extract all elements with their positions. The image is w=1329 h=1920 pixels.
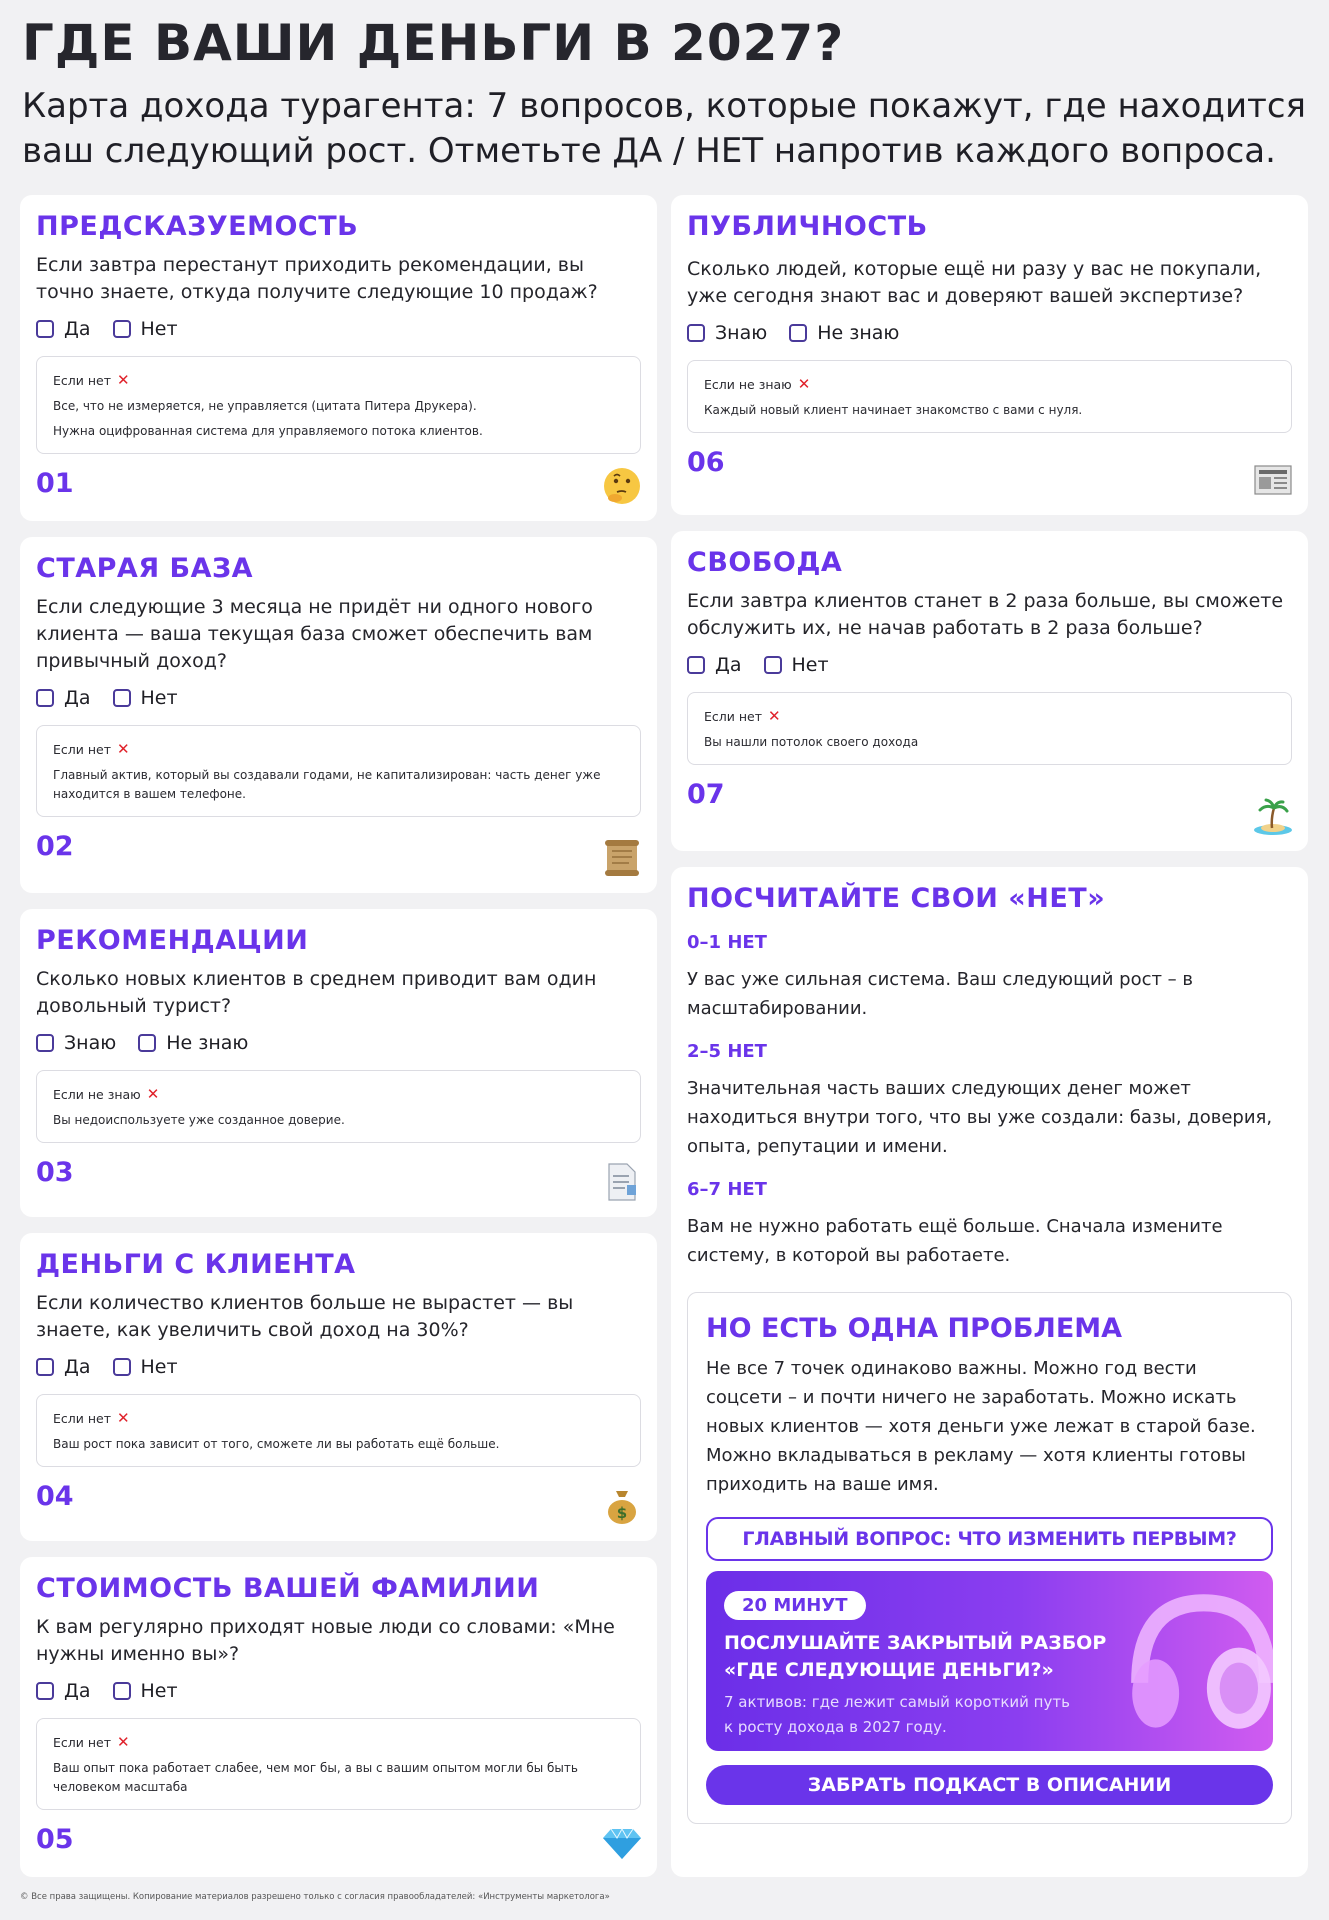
option-label: Нет [791,654,829,676]
checkbox[interactable] [789,324,807,342]
checkbox[interactable] [113,1358,131,1376]
card-title: РЕКОМЕНДАЦИИ [36,925,309,956]
answer-option-1[interactable] [687,654,742,676]
answer-option-2[interactable] [138,1032,248,1054]
checkbox[interactable] [113,1682,131,1700]
note-title: Если нет [53,1411,112,1426]
range-label: 6–7 НЕТ [687,1179,767,1200]
checkbox[interactable] [764,656,782,674]
option-label: Нет [140,1356,178,1378]
card-question: Если завтра перестанут приходить рекомендации, вы точно знаете, откуда получите следующие 10 продаж? [36,254,598,303]
answer-options [36,1356,641,1378]
option-label: Не знаю [817,322,900,344]
card-question: Сколько людей, которые ещё ни разу у вас не покупали, уже сегодня знают вас и доверяют вашей экспертизе? [687,258,1262,307]
card-number: 05 [36,1824,74,1855]
answer-note [687,692,1292,765]
answer-option-1[interactable] [36,1032,116,1054]
checkbox[interactable] [113,689,131,707]
money-bag-icon [601,1485,643,1527]
checkbox[interactable] [113,320,131,338]
note-title: Если нет [53,373,112,388]
cross-icon: ✕ [117,1733,130,1751]
card-number: 07 [687,779,725,810]
page-title: ГДЕ ВАШИ ДЕНЬГИ В 2027? [22,14,845,72]
scroll-icon [601,837,643,879]
note-text: Вы недоиспользуете уже созданное доверие. [53,1113,345,1127]
answer-option-1[interactable] [36,318,91,340]
right-column [671,195,1308,1893]
card-number: 02 [36,831,74,862]
card-title: ДЕНЬГИ С КЛИЕНТА [36,1249,356,1280]
copyright-footer: © Все права защищены. Копирование материалов разрешено только с согласия правообладателей: «Инструменты маркетолога» [20,1892,610,1902]
option-label: Знаю [64,1032,117,1054]
summary-card [671,867,1308,1877]
cross-icon: ✕ [146,1085,160,1103]
question-card [20,195,657,521]
answer-options [36,687,641,709]
cross-icon: ✕ [117,740,130,758]
range-text: Значительная часть ваших следующих денег может находиться внутри того, что вы уже создали: базы, доверия, опыта, репутации и имени. [687,1078,1273,1157]
option-label: Нет [140,1680,178,1702]
answer-option-2[interactable] [113,687,178,709]
option-label: Да [64,318,91,340]
note-text: Каждый новый клиент начинает знакомство с вами с нуля. [704,403,1083,417]
option-label: Знаю [715,322,768,344]
card-title: ПУБЛИЧНОСТЬ [687,211,928,242]
promo-heading-line: «ГДЕ СЛЕДУЮЩИЕ ДЕНЬГИ?» [724,1659,1054,1681]
answer-options [36,1032,641,1054]
answer-option-1[interactable] [36,1680,91,1702]
note-title: Если не знаю [704,377,792,392]
answer-option-2[interactable] [764,654,829,676]
promo-subtext-line: 7 активов: где лежит самый короткий путь [724,1693,1070,1711]
answer-note [36,725,641,817]
card-question: Сколько новых клиентов в среднем приводит вам один довольный турист? [36,968,597,1017]
promo-heading [724,1630,1255,1684]
card-number: 06 [687,447,725,478]
answer-options [687,322,1292,344]
option-label: Не знаю [166,1032,249,1054]
promo-subtext-line: к росту дохода в 2027 году. [724,1718,947,1736]
question-card [20,909,657,1217]
answer-option-1[interactable] [687,322,767,344]
checkbox[interactable] [36,1034,54,1052]
question-card [20,1557,657,1877]
option-label: Нет [140,687,178,709]
podcast-banner[interactable] [706,1571,1273,1751]
cross-icon: ✕ [797,375,811,393]
checkbox[interactable] [36,1358,54,1376]
answer-option-2[interactable] [789,322,899,344]
answer-options [36,1680,641,1702]
checkbox[interactable] [36,320,54,338]
option-label: Да [64,687,91,709]
gem-icon [601,1821,643,1863]
cross-icon: ✕ [117,1409,130,1427]
note-text: Главный актив, который вы создавали годами, не капитализирован: часть денег уже находится в вашем телефоне. [53,768,601,801]
left-column [20,195,657,1893]
checkbox[interactable] [687,656,705,674]
problem-box [687,1292,1292,1824]
note-text: Все, что не измеряется, не управляется (цитата Питера Друкера). [53,399,477,413]
question-card [20,1233,657,1541]
card-title: СТОИМОСТЬ ВАШЕЙ ФАМИЛИИ [36,1573,540,1604]
answer-note [36,1394,641,1467]
question-card [671,195,1308,515]
range-label: 0–1 НЕТ [687,932,767,953]
note-title: Если нет [53,742,112,757]
cross-icon: ✕ [117,371,130,389]
note-title: Если нет [704,709,763,724]
card-title: СВОБОДА [687,547,843,578]
option-label: Да [64,1680,91,1702]
problem-title: НО ЕСТЬ ОДНА ПРОБЛЕМА [706,1313,1123,1344]
get-podcast-button[interactable]: ЗАБРАТЬ ПОДКАСТ В ОПИСАНИИ [706,1765,1273,1805]
note-text: Вы нашли потолок своего дохода [704,735,919,749]
checkbox[interactable] [138,1034,156,1052]
summary-title: ПОСЧИТАЙТЕ СВОИ «НЕТ» [687,883,1106,914]
option-label: Да [64,1356,91,1378]
note-text: Нужна оцифрованная система для управляемого потока клиентов. [53,424,483,438]
card-question: Если следующие 3 месяца не придёт ни одного нового клиента — ваша текущая база сможет обеспечить вам привычный доход? [36,596,593,672]
range-text: У вас уже сильная система. Ваш следующий рост – в масштабировании. [687,969,1194,1019]
thinking-face-icon [601,465,643,507]
island-icon [1252,795,1294,837]
card-question: К вам регулярно приходят новые люди со словами: «Мне нужны именно вы»? [36,1616,615,1665]
note-text: Ваш опыт пока работает слабее, чем мог бы, а вы с вашим опытом могли бы быть человеком масштаба [53,1761,578,1794]
checkbox[interactable] [687,324,705,342]
note-title: Если нет [53,1735,112,1750]
option-label: Да [715,654,742,676]
answer-option-2[interactable] [113,1356,178,1378]
question-card [671,531,1308,851]
checkbox[interactable] [36,689,54,707]
card-question: Если количество клиентов больше не вырастет — вы знаете, как увеличить свой доход на 30%? [36,1292,574,1341]
answer-option-1[interactable] [36,687,91,709]
document-icon [601,1161,643,1203]
answer-note [36,1070,641,1143]
card-number: 04 [36,1481,74,1512]
answer-note [36,1718,641,1810]
main-question-button[interactable]: ГЛАВНЫЙ ВОПРОС: ЧТО ИЗМЕНИТЬ ПЕРВЫМ? [706,1517,1273,1561]
answer-options [687,654,1292,676]
problem-text: Не все 7 точек одинаково важны. Можно год вести соцсети – и почти ничего не заработать. Можно искать новых клиентов — хотя деньги уже лежат в старой базе. Можно вкладываться в рекламу — хотя клиенты готовы приходить на ваше имя. [706,1358,1256,1495]
duration-badge: 20 МИНУТ [724,1591,866,1620]
promo-subtext [724,1690,1255,1740]
checkbox[interactable] [36,1682,54,1700]
page-subtitle: Карта дохода турагента: 7 вопросов, которые покажут, где находится ваш следующий рост. Отметьте ДА / НЕТ напротив каждого вопроса. [22,86,1306,171]
card-title: СТАРАЯ БАЗА [36,553,254,584]
note-title: Если не знаю [53,1087,141,1102]
answer-option-2[interactable] [113,1680,178,1702]
card-title: ПРЕДСКАЗУЕМОСТЬ [36,211,359,242]
svg-text:$: $ [616,1504,628,1522]
question-card [20,537,657,893]
range-label: 2–5 НЕТ [687,1041,767,1062]
newspaper-icon [1252,459,1294,501]
answer-note [687,360,1292,433]
note-text: Ваш рост пока зависит от того, сможете ли вы работать ещё больше. [53,1437,500,1451]
range-text: Вам не нужно работать ещё больше. Сначала измените систему, в которой вы работаете. [687,1216,1223,1266]
card-number: 01 [36,468,74,499]
answer-options [36,318,641,340]
option-label: Нет [140,318,178,340]
answer-option-2[interactable] [113,318,178,340]
answer-note [36,356,641,454]
promo-heading-line: ПОСЛУШАЙТЕ ЗАКРЫТЫЙ РАЗБОР [724,1632,1107,1654]
cross-icon: ✕ [768,707,781,725]
answer-option-1[interactable] [36,1356,91,1378]
card-number: 03 [36,1157,74,1188]
card-question: Если завтра клиентов станет в 2 раза больше, вы сможете обслужить их, не начав работать в 2 раза больше? [687,590,1284,639]
